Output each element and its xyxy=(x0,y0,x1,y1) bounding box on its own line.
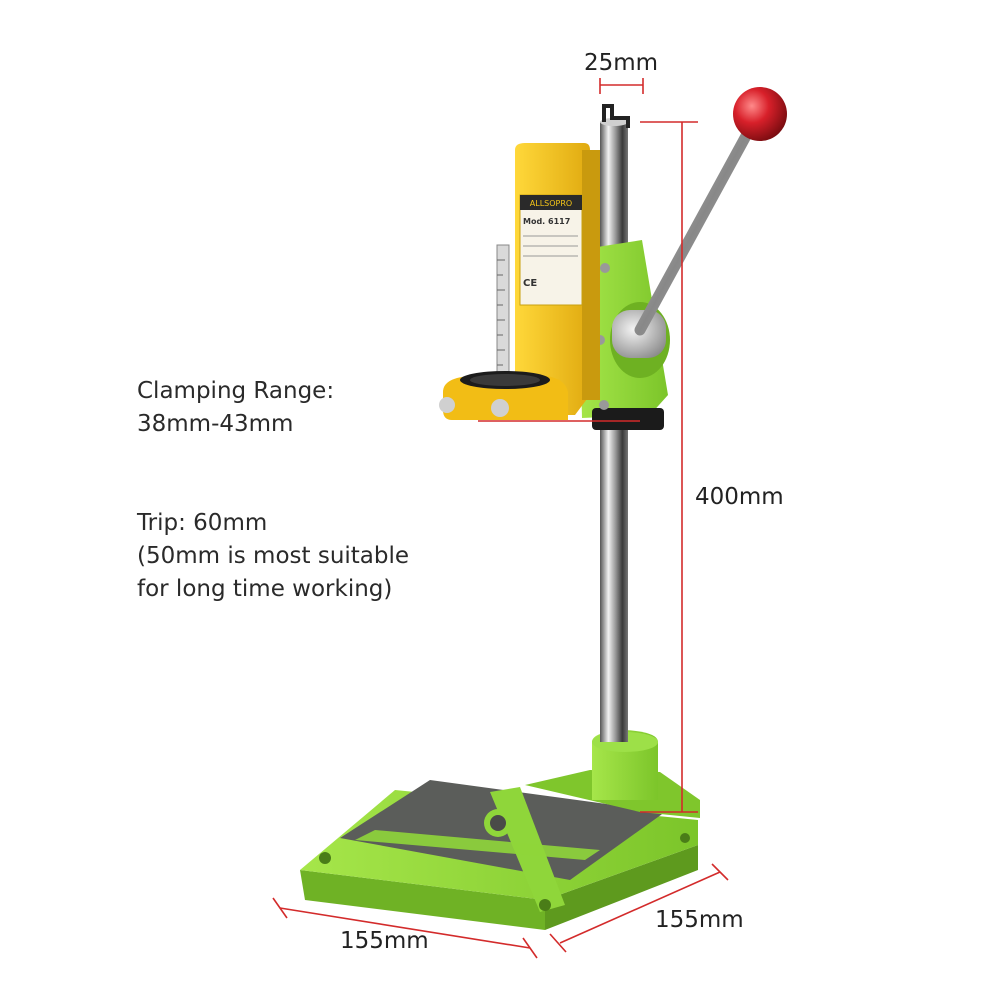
depth-scale xyxy=(497,245,509,385)
dimension-height: 400mm xyxy=(695,484,784,510)
column-pole xyxy=(600,122,628,742)
clamping-range-value: 38mm-43mm xyxy=(137,411,294,437)
trip-note-line1: (50mm is most suitable xyxy=(137,543,410,569)
trip-note-line2: for long time working) xyxy=(137,576,393,602)
lever-knob[interactable] xyxy=(733,87,787,141)
column-collar xyxy=(592,408,664,430)
nameplate-model: Mod. 6117 xyxy=(523,217,571,226)
clamping-range-title: Clamping Range: xyxy=(137,378,335,404)
drill-holder xyxy=(439,143,600,420)
dimension-top-width: 25mm xyxy=(584,50,659,76)
base xyxy=(300,730,700,930)
nameplate-brand: ALLSOPRO xyxy=(529,199,573,208)
trip-title: Trip: 60mm xyxy=(137,510,268,536)
dimension-base-front: 155mm xyxy=(340,928,429,954)
dimension-base-side: 155mm xyxy=(655,907,744,933)
lever-arm[interactable] xyxy=(640,125,752,330)
ce-mark: CE xyxy=(523,278,538,289)
